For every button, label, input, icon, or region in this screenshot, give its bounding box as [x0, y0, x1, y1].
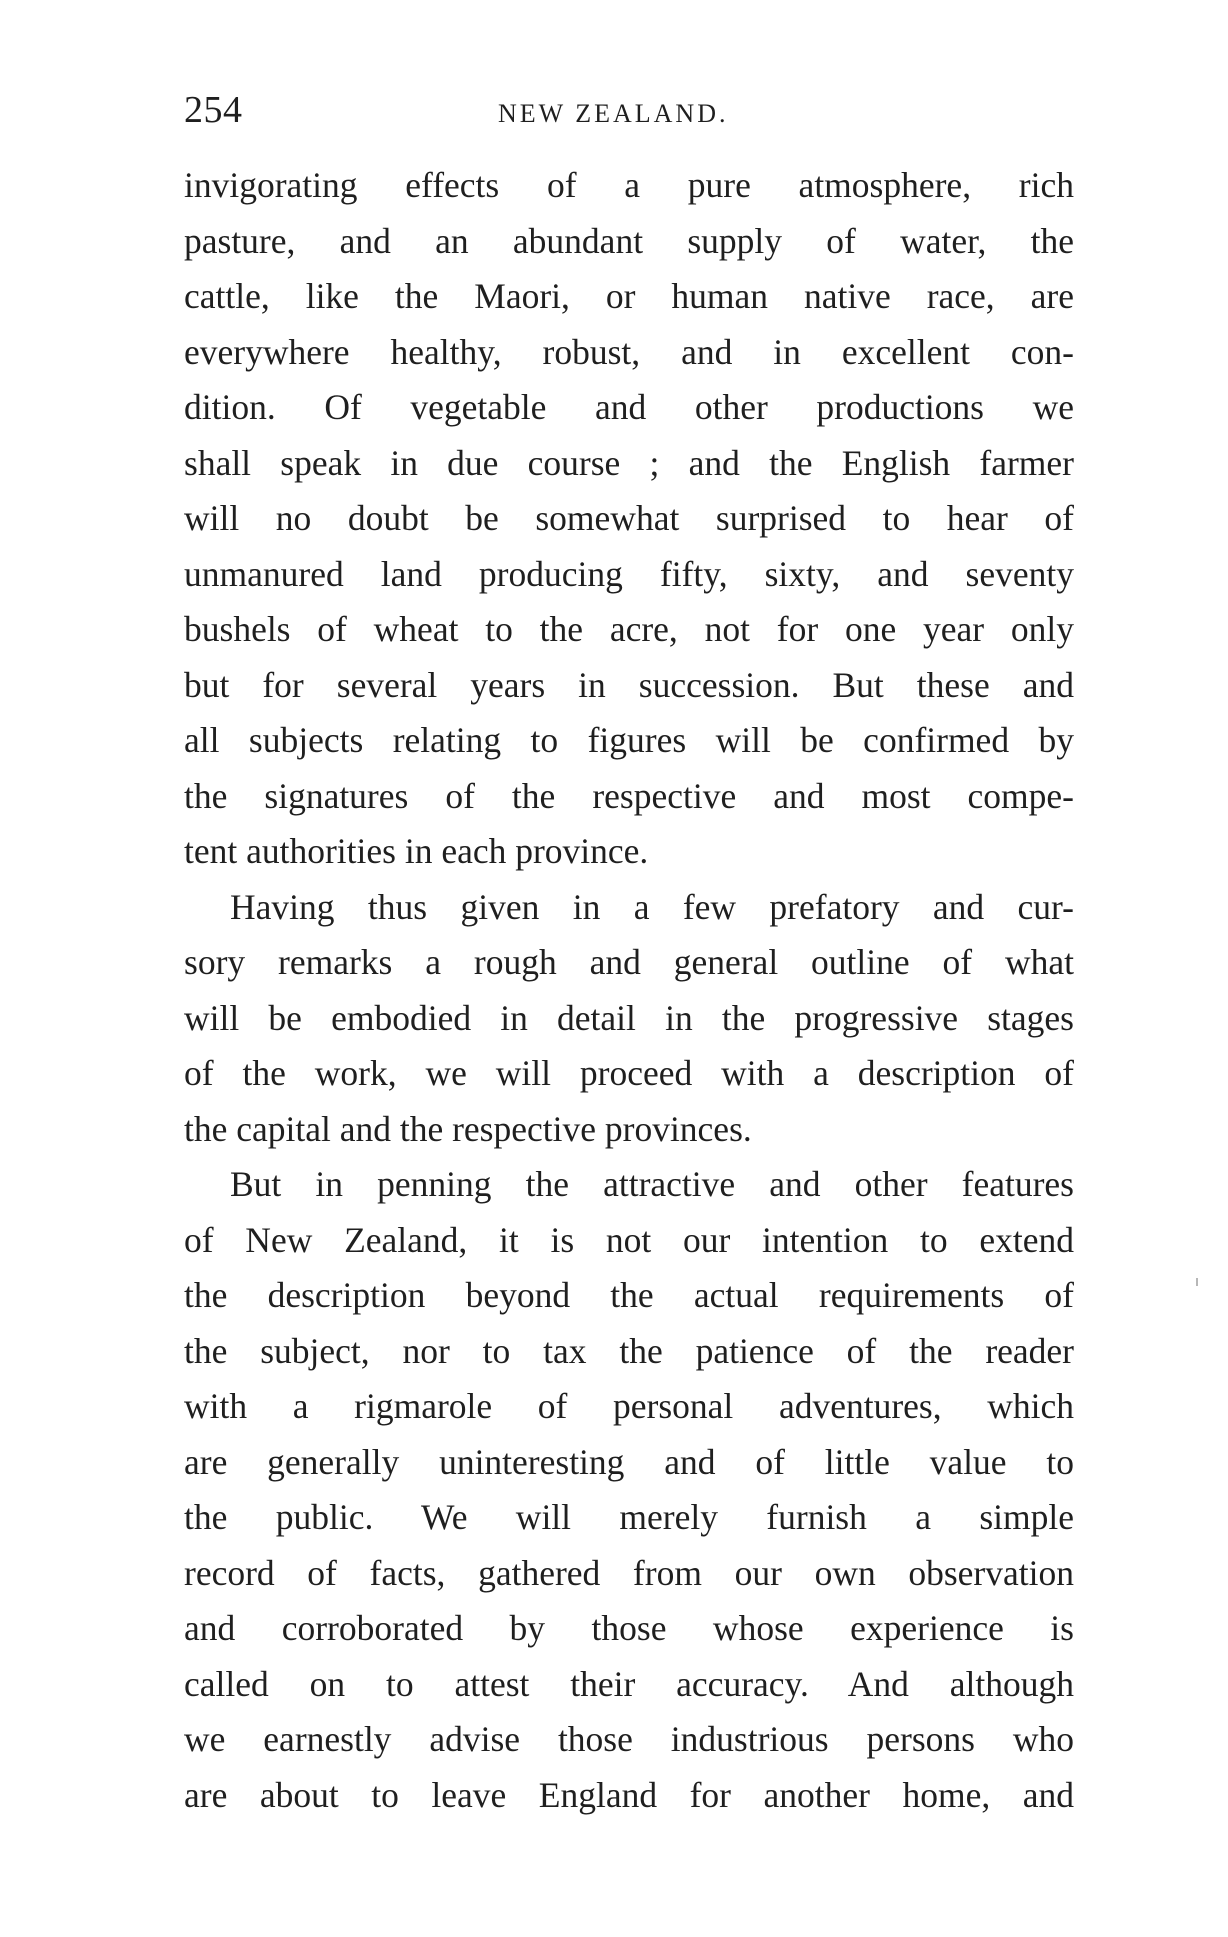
text-line: all subjects relating to figures will be confirmed by	[184, 720, 1074, 760]
text-line: of New Zealand, it is not our intention to extend	[184, 1219, 1074, 1260]
text-line: shall speak in due course ; and the English farmer	[184, 442, 1074, 483]
paragraph-1	[184, 158, 1074, 880]
text-line: the signatures of the respective and most compe-	[184, 775, 1074, 816]
text-line: pasture, and an abundant supply of water, the	[184, 220, 1074, 261]
text-line: the subject, nor to tax the patience of the reader	[184, 1330, 1074, 1371]
text-line: will no doubt be somewhat surprised to hear of	[184, 498, 1074, 538]
text-line: everywhere healthy, robust, and in excellent con-	[184, 331, 1074, 372]
text-line: are about to leave England for another home, and	[184, 1774, 1074, 1815]
text-line: unmanured land producing fifty, sixty, and seventy	[184, 553, 1074, 594]
paragraph-2	[184, 880, 1074, 1158]
text-line: bushels of wheat to the acre, not for one year only	[184, 609, 1074, 649]
text-line: But in penning the attractive and other features	[230, 1164, 1074, 1204]
text-line: Having thus given in a few prefatory and cur-	[230, 886, 1074, 927]
body-text	[184, 158, 1074, 1823]
text-line: record of facts, gathered from our own observation	[184, 1552, 1074, 1593]
text-line: are generally uninteresting and of little value to	[184, 1441, 1074, 1482]
text-line: but for several years in succession. But these and	[184, 664, 1074, 705]
text-line: tent authorities in each province.	[184, 831, 649, 871]
scan-mark	[1196, 1278, 1198, 1286]
text-line: sory remarks a rough and general outline of what	[184, 942, 1074, 982]
text-line: the description beyond the actual requirements of	[184, 1275, 1074, 1315]
text-line: we earnestly advise those industrious persons who	[184, 1719, 1074, 1759]
text-line: dition. Of vegetable and other productions we	[184, 387, 1074, 427]
text-line: with a rigmarole of personal adventures, which	[184, 1386, 1074, 1426]
text-line: called on to attest their accuracy. And although	[184, 1663, 1074, 1704]
text-line: invigorating effects of a pure atmosphere, rich	[184, 165, 1074, 205]
paragraph-3	[184, 1157, 1074, 1823]
text-line: cattle, like the Maori, or human native race, are	[184, 276, 1074, 316]
text-line: of the work, we will proceed with a description of	[184, 1053, 1074, 1093]
text-line: and corroborated by those whose experience is	[184, 1608, 1074, 1648]
text-line: will be embodied in detail in the progressive stages	[184, 997, 1074, 1038]
running-title: NEW ZEALAND.	[498, 99, 729, 128]
text-line: the public. We will merely furnish a simple	[184, 1497, 1074, 1537]
text-line: the capital and the respective provinces.	[184, 1108, 752, 1149]
page-number: 254	[184, 89, 243, 131]
